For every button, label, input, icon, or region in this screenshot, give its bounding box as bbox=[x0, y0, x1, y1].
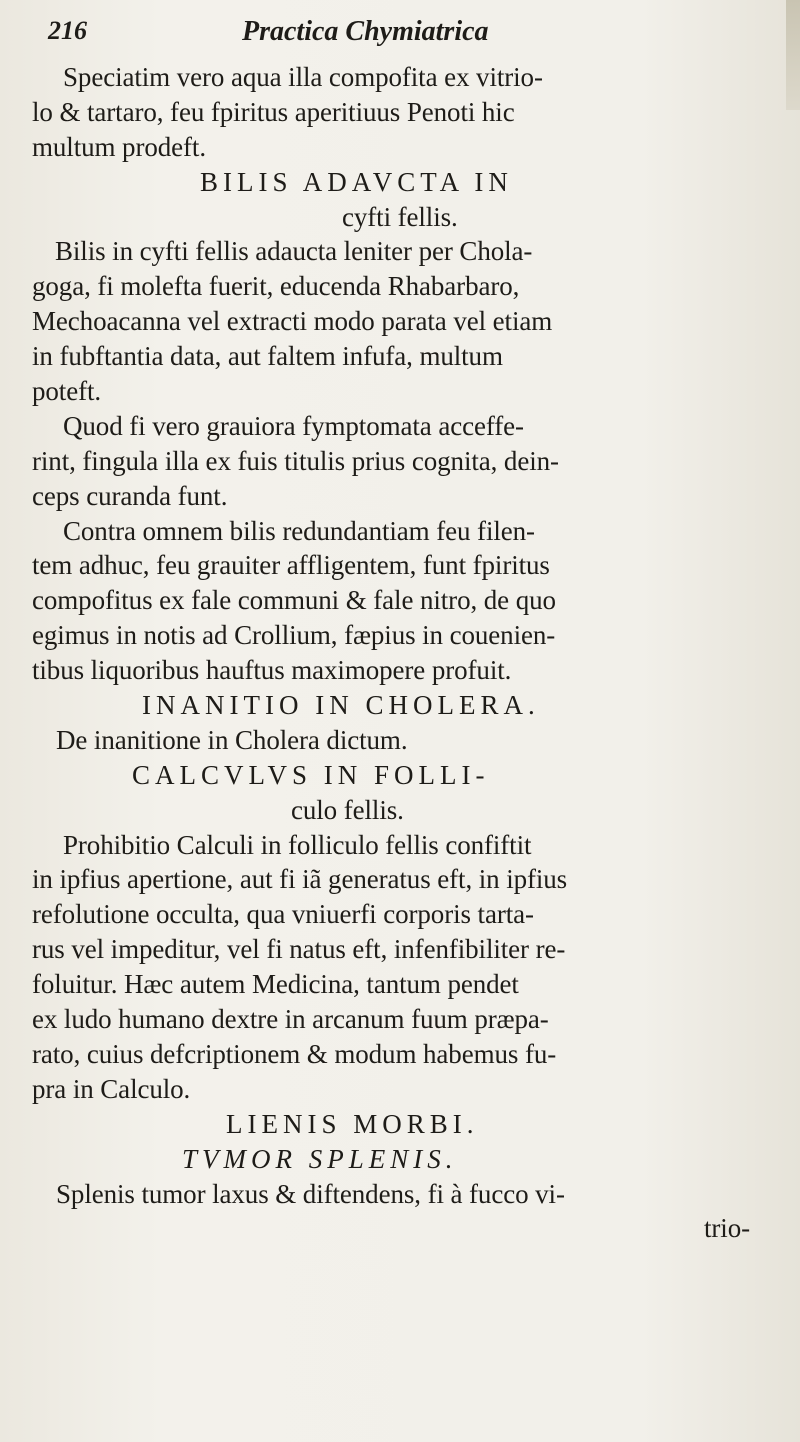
section-subheading: cyfti fellis. bbox=[342, 201, 458, 232]
text-line: refolutione occulta, qua vniuerfi corporis tarta- bbox=[32, 899, 534, 930]
text-line: in fubftantia data, aut faltem infufa, multum bbox=[32, 341, 503, 372]
text-line: Bilis in cyfti fellis adaucta leniter per Chola- bbox=[55, 236, 533, 267]
text-line: rint, fingula illa ex fuis titulis prius cognita, dein- bbox=[32, 445, 559, 476]
text-line: Contra omnem bilis redundantiam feu filen- bbox=[63, 515, 535, 546]
text-line: De inanitione in Cholera dictum. bbox=[56, 724, 408, 755]
text-line: Quod fi vero grauiora fymptomata acceffe- bbox=[63, 410, 524, 441]
page-body bbox=[30, 60, 775, 1246]
text-line: rus vel impeditur, vel fi natus eft, infenfibiliter re- bbox=[32, 934, 566, 965]
text-line: lo & tartaro, feu fpiritus aperitiuus Penoti hic bbox=[32, 96, 515, 127]
running-head: Practica Chymiatrica bbox=[242, 16, 489, 47]
section-heading: BILIS ADAVCTA IN bbox=[200, 166, 513, 197]
text-line: tem adhuc, feu grauiter affligentem, funt fpiritus bbox=[32, 550, 550, 581]
page-number: 216 bbox=[48, 16, 87, 45]
text-line: ceps curanda funt. bbox=[32, 480, 228, 511]
text-line: egimus in notis ad Crollium, fæpius in couenien- bbox=[32, 620, 556, 651]
text-line: Prohibitio Calculi in folliculo fellis confiftit bbox=[63, 829, 532, 860]
text-line: rato, cuius defcriptionem & modum habemus fu- bbox=[32, 1038, 557, 1069]
section-heading: TVMOR SPLENIS. bbox=[182, 1143, 458, 1174]
text-line: goga, fi molefta fuerit, educenda Rhabarbaro, bbox=[32, 271, 520, 302]
section-heading: LIENIS MORBI. bbox=[226, 1108, 479, 1139]
section-subheading: culo fellis. bbox=[291, 794, 404, 825]
text-line: ex ludo humano dextre in arcanum fuum præpa- bbox=[32, 1004, 549, 1035]
page-header bbox=[48, 10, 748, 54]
text-line: Speciatim vero aqua illa compofita ex vitrio- bbox=[63, 62, 543, 92]
section-heading: CALCVLVS IN FOLLI- bbox=[132, 759, 490, 790]
text-line: poteft. bbox=[32, 376, 102, 407]
page-edge-shadow bbox=[786, 0, 800, 110]
text-line: multum prodeft. bbox=[32, 131, 206, 162]
text-line: tibus liquoribus hauftus maximopere profuit. bbox=[32, 655, 512, 686]
text-line: Splenis tumor laxus & diftendens, fi à fucco vi- bbox=[56, 1178, 565, 1209]
catchword: trio- bbox=[704, 1213, 750, 1244]
text-line: foluitur. Hæc autem Medicina, tantum pendet bbox=[32, 969, 519, 1000]
text-line: compofitus ex fale communi & fale nitro, de quo bbox=[32, 585, 556, 616]
text-line: in ipfius apertione, aut fi iã generatus eft, in ipfius bbox=[32, 864, 568, 895]
section-heading: INANITIO IN CHOLERA. bbox=[142, 690, 540, 721]
text-line: pra in Calculo. bbox=[32, 1073, 191, 1104]
text-line: Mechoacanna vel extracti modo parata vel etiam bbox=[32, 306, 553, 337]
